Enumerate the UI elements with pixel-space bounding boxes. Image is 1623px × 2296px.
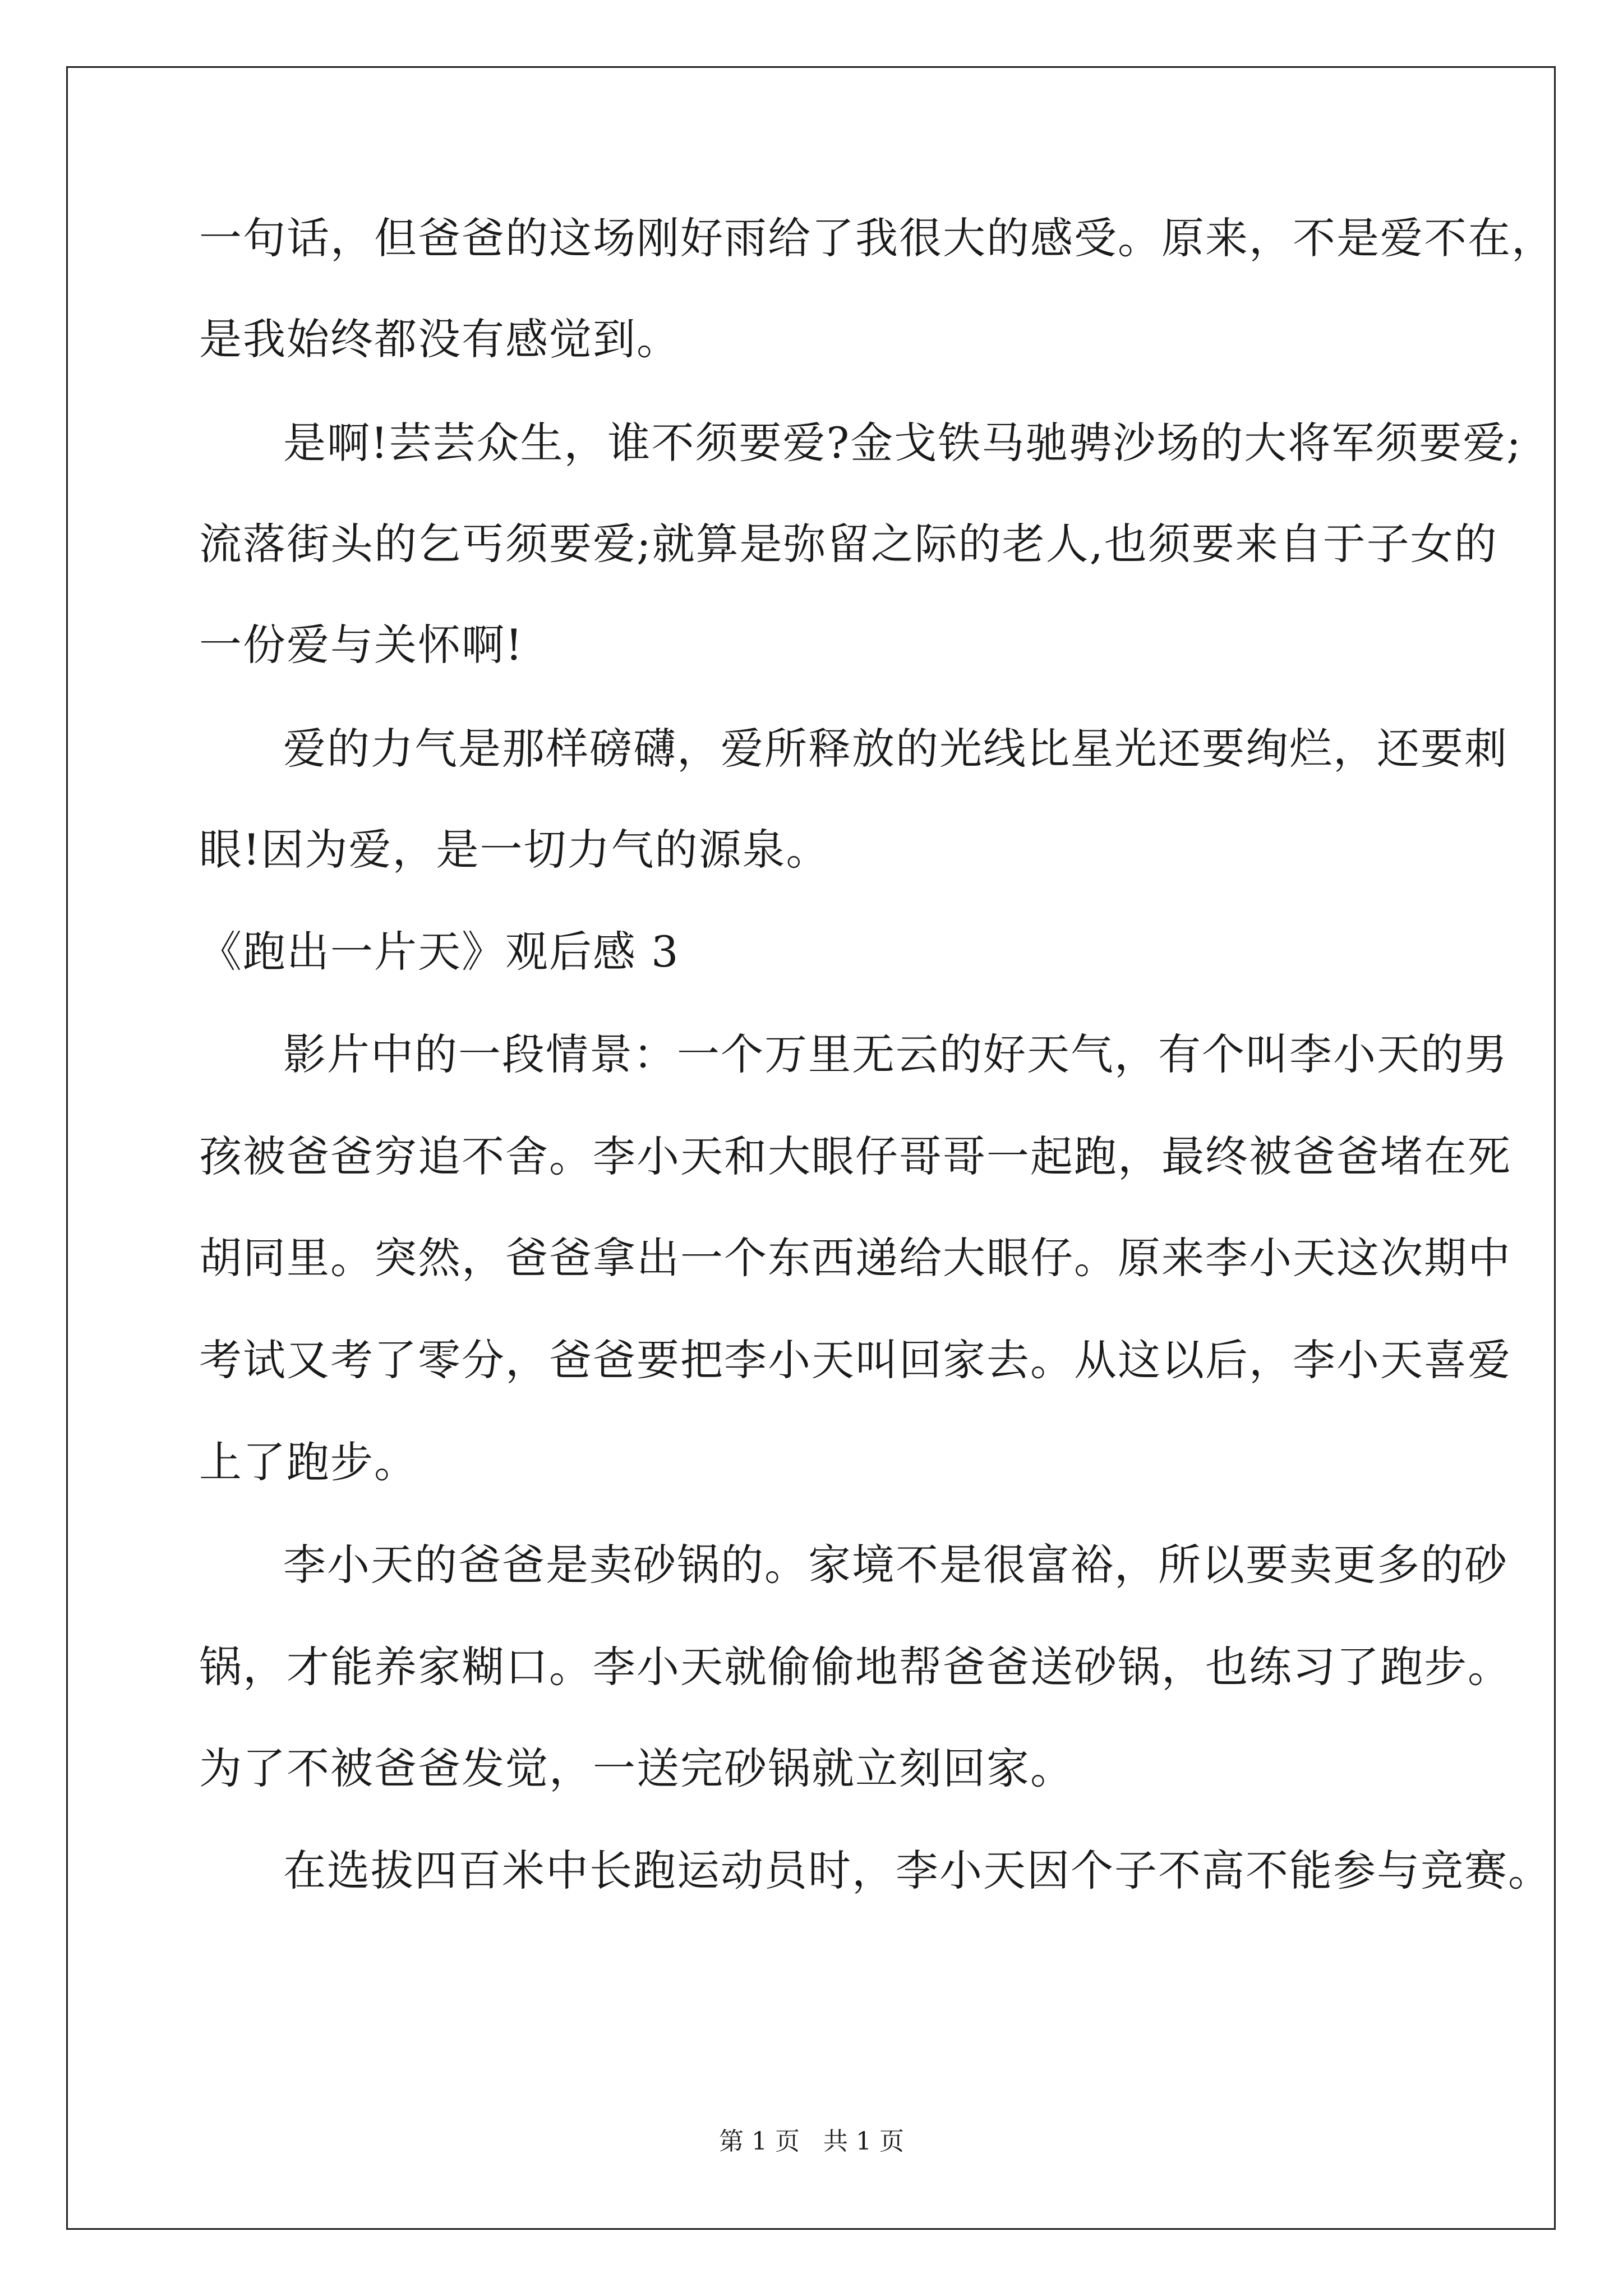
text-line: 孩被爸爸穷追不舍。李小天和大眼仔哥哥一起跑，最终被爸爸堵在死 — [199, 1131, 1511, 1181]
text-line: 眼!因为爱，是一切力气的源泉。 — [199, 825, 830, 875]
paragraph-start-line: 爱的力气是那样磅礴，爱所释放的光线比星光还要绚烂，还要刺 — [283, 724, 1508, 774]
paragraph-start-line: 在选拔四百米中长跑运动员时，李小天因个子不高不能参与竞赛。 — [283, 1846, 1552, 1895]
section-heading: 《跑出一片天》观后感 3 — [199, 927, 680, 977]
text-line: 考试又考了零分，爸爸要把李小天叫回家去。从这以后，李小天喜爱 — [199, 1335, 1511, 1385]
text-line: 胡同里。突然，爸爸拿出一个东西递给大眼仔。原来李小天这次期中 — [199, 1233, 1511, 1283]
paragraph-start-line: 是啊!芸芸众生，谁不须要爱?金戈铁马驰骋沙场的大将军须要爱; — [283, 418, 1522, 468]
text-line: 为了不被爸爸发觉，一送完砂锅就立刻回家。 — [199, 1743, 1074, 1793]
text-line: 是我始终都没有感觉到。 — [199, 314, 680, 364]
text-line: 锅，才能养家糊口。李小天就偷偷地帮爸爸送砂锅，也练习了跑步。 — [199, 1642, 1511, 1692]
text-line: 上了跑步。 — [199, 1437, 418, 1487]
text-line: 流落街头的乞丐须要爱;就算是弥留之际的老人,也须要来自于子女的 — [199, 519, 1498, 569]
text-line: 一份爱与关怀啊! — [199, 620, 524, 670]
text-line: 一句话，但爸爸的这场刚好雨给了我很大的感受。原来，不是爱不在， — [199, 213, 1555, 263]
page-footer: 第 1 页 共 1 页 — [719, 2127, 904, 2156]
paragraph-start-line: 影片中的一段情景：一个万里无云的好天气，有个叫李小天的男 — [283, 1029, 1508, 1079]
paragraph-start-line: 李小天的爸爸是卖砂锅的。家境不是很富裕，所以要卖更多的砂 — [283, 1540, 1508, 1590]
